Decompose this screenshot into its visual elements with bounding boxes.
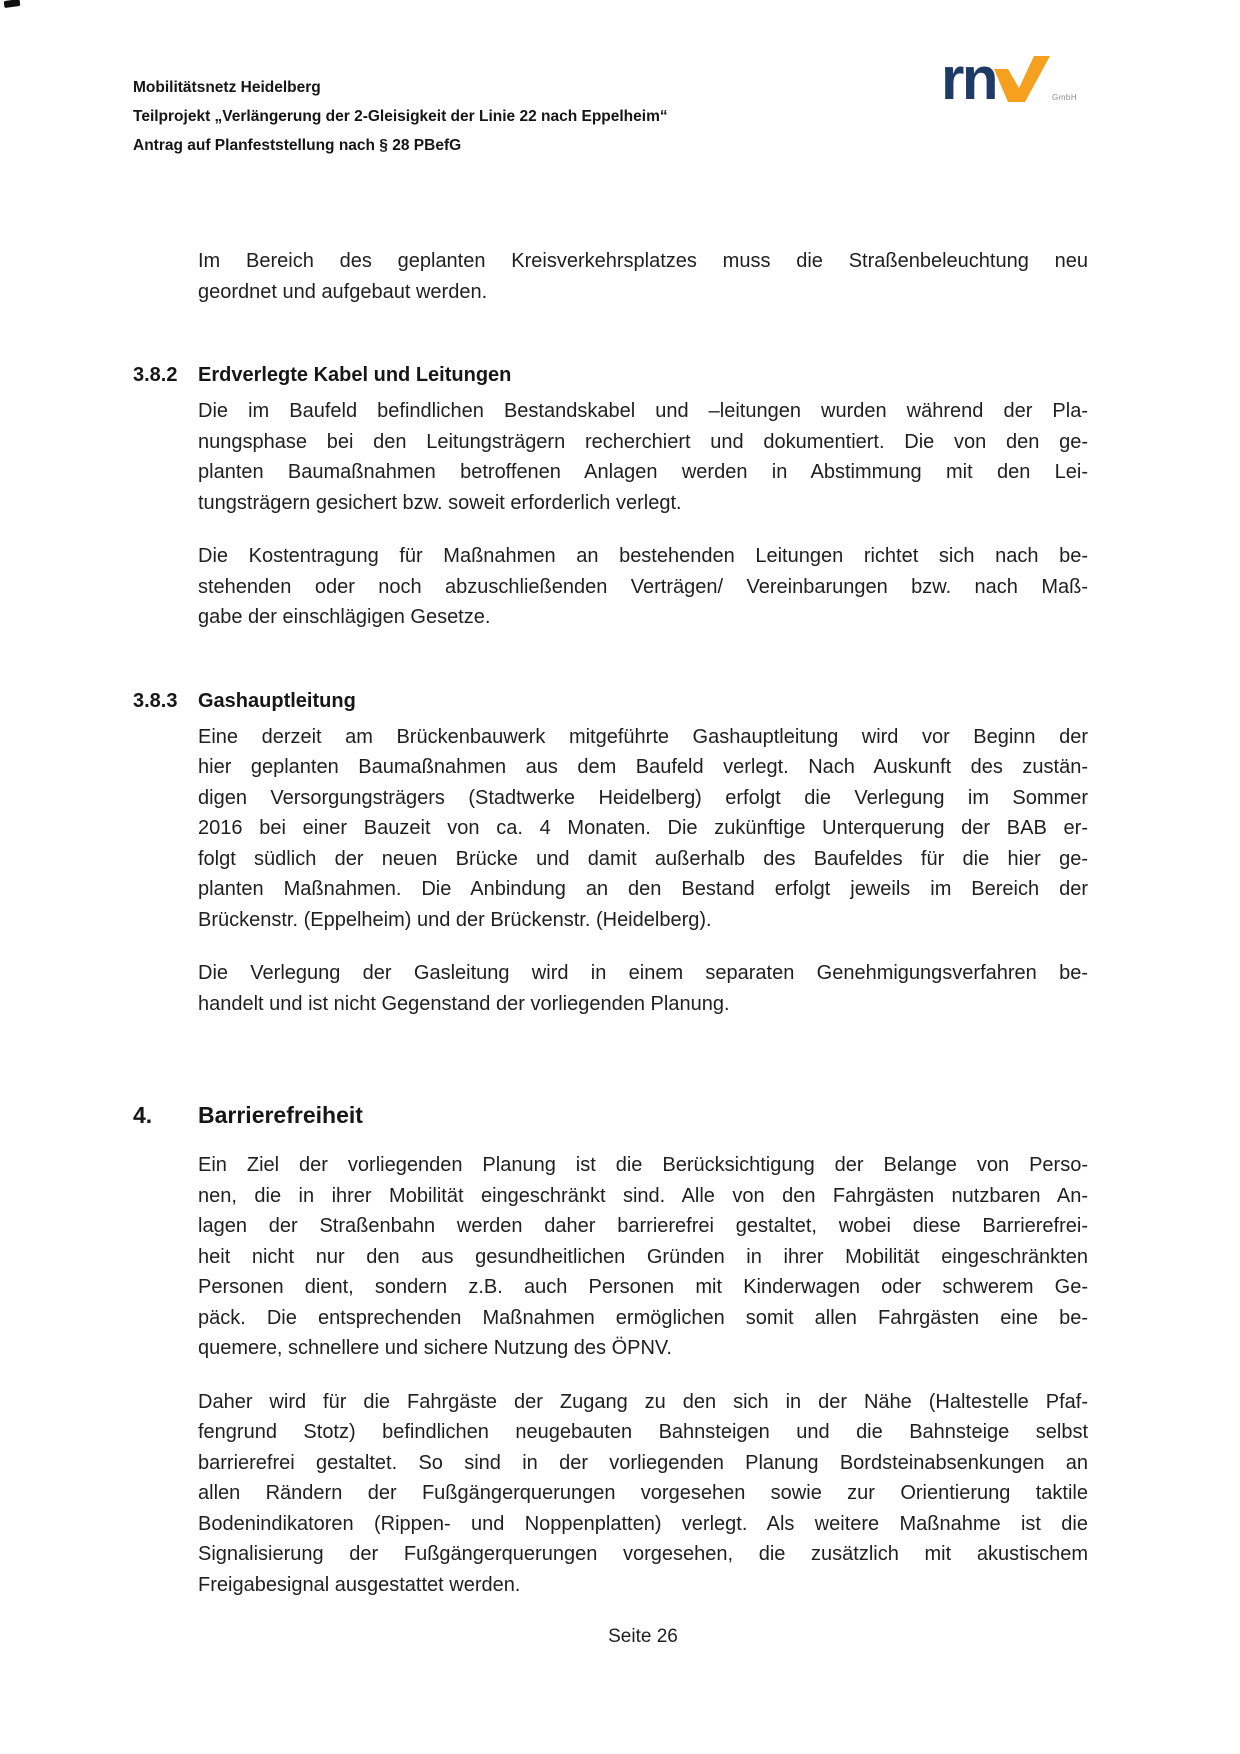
text-line: folgt südlich der neuen Brücke und damit außerhalb des Baufeldes für die hier ge- [198, 847, 1088, 870]
header-line-project: Mobilitätsnetz Heidelberg [133, 79, 321, 96]
section-heading [133, 686, 1088, 716]
text-line: Die Kostentragung für Maßnahmen an bestehenden Leitungen richtet sich nach be- [198, 545, 1088, 567]
text-line: stehenden oder noch abzuschließenden Verträgen/ Vereinbarungen bzw. nach Maß- [198, 575, 1088, 598]
paragraph [198, 1150, 1088, 1364]
text-line: handelt und ist nicht Gegenstand der vorliegenden Planung. [198, 992, 730, 1015]
text-line: digen Versorgungsträgers (Stadtwerke Heidelberg) erfolgt die Verlegung im Sommer [198, 786, 1088, 809]
text-line: Ein Ziel der vorliegenden Planung ist die Berücksichtigung der Belange von Perso- [198, 1154, 1088, 1176]
text-line: planten Maßnahmen. Die Anbindung an den Bestand erfolgt jeweils im Bereich der [198, 878, 1088, 900]
section-number: 4. [133, 1102, 153, 1128]
text-line: Im Bereich des geplanten Kreisverkehrsplatzes muss die Straßenbeleuchtung neu [198, 250, 1088, 272]
text-line: hier geplanten Baumaßnahmen aus dem Baufeld verlegt. Nach Auskunft des zustän- [198, 756, 1088, 778]
text-line: Eine derzeit am Brückenbauwerk mitgeführte Gashauptleitung wird vor Beginn der [198, 725, 1088, 748]
section-heading [133, 1097, 1088, 1133]
text-line: Bodenindikatoren (Rippen- und Noppenplatten) verlegt. Als weitere Maßnahme ist die [198, 1512, 1088, 1535]
section-title: Barrierefreiheit [198, 1102, 363, 1128]
text-line: heit nicht nur den aus gesundheitlichen Gründen in ihrer Mobilität eingeschränkten [198, 1245, 1088, 1268]
paragraph [198, 722, 1088, 936]
text-line: Signalisierung der Fußgängerquerungen vorgesehen, die zusätzlich mit akustischem [198, 1543, 1088, 1565]
section-number: 3.8.3 [133, 689, 178, 712]
text-line: nungsphase bei den Leitungsträgern recherchiert und dokumentiert. Die von den ge- [198, 430, 1088, 453]
scan-artifact [4, 0, 21, 8]
section-heading [133, 360, 1088, 390]
text-line: barrierefrei gestaltet. So sind in der vorliegenden Planung Bordsteinabsenkungen an [198, 1451, 1088, 1474]
text-line: Die Verlegung der Gasleitung wird in einem separaten Genehmigungsverfahren be- [198, 962, 1088, 984]
page-footer: Seite 26 [608, 1626, 678, 1647]
section-title: Erdverlegte Kabel und Leitungen [198, 364, 512, 386]
text-line: Personen dient, sondern z.B. auch Personen mit Kinderwagen oder schwerem Ge- [198, 1276, 1088, 1298]
text-line: planten Baumaßnahmen betroffenen Anlagen werden in Abstimmung mit den Lei- [198, 461, 1088, 483]
text-line: geordnet und aufgebaut werden. [198, 280, 488, 303]
text-line: Daher wird für die Fahrgäste der Zugang zu den sich in der Nähe (Haltestelle Pfaf- [198, 1390, 1088, 1413]
text-line: päck. Die entsprechenden Maßnahmen ermöglichen somit allen Fahrgästen eine be- [198, 1306, 1088, 1329]
text-line: fengrund Stotz) befindlichen neugebauten Bahnsteigen und die Bahnsteige selbst [198, 1421, 1088, 1443]
text-line: gabe der einschlägigen Gesetze. [198, 606, 491, 628]
logo-rn-text: rn [941, 45, 996, 112]
logo-company-suffix: GmbH [1052, 93, 1078, 102]
text-line: Brückenstr. (Eppelheim) und der Brückenstr. (Heidelberg). [198, 908, 712, 931]
text-line: 2016 bei einer Bauzeit von ca. 4 Monaten. Die zukünftige Unterquerung der BAB er- [198, 817, 1088, 839]
text-line: nen, die in ihrer Mobilität eingeschränkt sind. Alle von den Fahrgästen nutzbaren An- [198, 1184, 1088, 1207]
text-line: Die im Baufeld befindlichen Bestandskabel und –leitungen wurden während der Pla- [198, 400, 1088, 422]
header-line-application: Antrag auf Planfeststellung nach § 28 PBefG [133, 137, 462, 154]
paragraph [198, 541, 1088, 633]
document-body [133, 0, 1088, 1600]
text-line: lagen der Straßenbahn werden daher barrierefrei gestaltet, wobei diese Barrierefrei- [198, 1215, 1088, 1237]
header-line-subproject: Teilprojekt „Verlängerung der 2-Gleisigkeit der Linie 22 nach Eppelheim“ [133, 108, 668, 125]
paragraph [198, 396, 1088, 518]
paragraph [198, 1387, 1088, 1601]
text-line: allen Rändern der Fußgängerquerungen vorgesehen sowie zur Orientierung taktile [198, 1482, 1088, 1504]
paragraph [198, 958, 1088, 1019]
section-title: Gashauptleitung [198, 689, 356, 712]
text-line: tungsträgern gesichert bzw. soweit erforderlich verlegt. [198, 491, 682, 514]
text-line: Freigabesignal ausgestattet werden. [198, 1573, 521, 1596]
text-line: quemere, schnellere und sichere Nutzung des ÖPNV. [198, 1337, 672, 1359]
section-number: 3.8.2 [133, 364, 178, 386]
paragraph [198, 246, 1088, 307]
